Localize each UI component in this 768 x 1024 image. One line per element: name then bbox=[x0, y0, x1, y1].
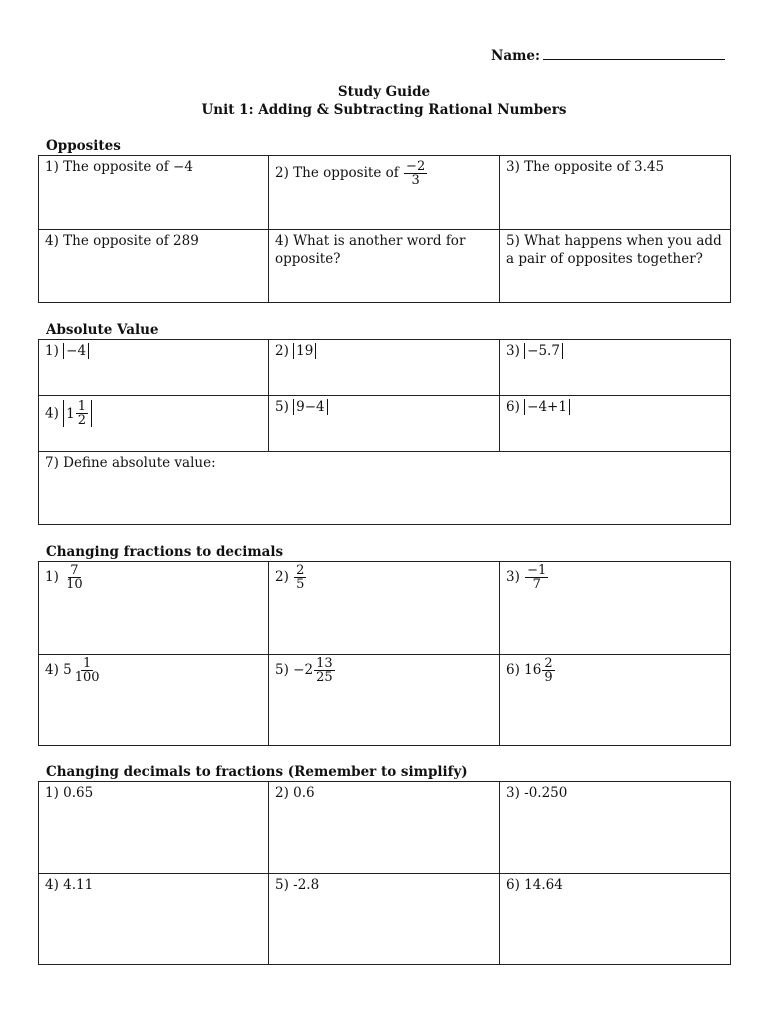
name-blank-line[interactable] bbox=[543, 59, 725, 60]
decimals-to-fractions-q6[interactable]: 6) 14.64 bbox=[500, 874, 731, 965]
fraction: $\frac{2}{5}$ bbox=[296, 563, 305, 592]
fraction: $\frac{7}{10}$ bbox=[66, 563, 83, 592]
fraction: $\frac{13}{25}$ bbox=[316, 656, 333, 685]
fractions-to-decimals-q3[interactable]: 3) $\frac{-1}{7}$ bbox=[500, 562, 731, 655]
absolute-value-q2[interactable]: 2) 19 bbox=[269, 340, 500, 396]
name-field[interactable] bbox=[491, 48, 725, 64]
fractions-to-decimals-table bbox=[38, 561, 731, 746]
opposites-q5[interactable]: 4) What is another word for opposite? bbox=[269, 230, 500, 303]
decimals-to-fractions-q1[interactable]: 1) 0.65 bbox=[39, 782, 269, 874]
opposites-q3[interactable]: 3) The opposite of 3.45 bbox=[500, 156, 731, 230]
absolute-value-q3[interactable]: 3) −5.7 bbox=[500, 340, 731, 396]
decimals-to-fractions-q5[interactable]: 5) -2.8 bbox=[269, 874, 500, 965]
absolute-value-q1[interactable]: 1) −4 bbox=[39, 340, 269, 396]
absolute-value-q5[interactable]: 5) 9−4 bbox=[269, 396, 500, 452]
absolute-value-table bbox=[38, 339, 731, 525]
opposites-q4[interactable]: 4) The opposite of 289 bbox=[39, 230, 269, 303]
fractions-to-decimals-title: Changing fractions to decimals bbox=[46, 544, 284, 560]
fraction: $\frac{1}{100}$ bbox=[74, 656, 100, 685]
fractions-to-decimals-q6[interactable]: 6) 16 $\frac{2}{9}$ bbox=[500, 655, 731, 746]
opposites-title: Opposites bbox=[46, 138, 121, 154]
opposites-table bbox=[38, 155, 731, 303]
absolute-value-bars: 1 $\frac{1}{2}$ bbox=[63, 400, 92, 427]
fraction: $\frac{2}{9}$ bbox=[544, 656, 553, 685]
absolute-value-title: Absolute Value bbox=[46, 322, 159, 338]
fraction: $\frac{-1}{7}$ bbox=[527, 563, 547, 592]
fractions-to-decimals-q2[interactable]: 2) $\frac{2}{5}$ bbox=[269, 562, 500, 655]
decimals-to-fractions-title: Changing decimals to fractions (Remember to simplify) bbox=[46, 764, 468, 780]
fractions-to-decimals-q5[interactable]: 5) −2 $\frac{13}{25}$ bbox=[269, 655, 500, 746]
opposites-q6[interactable]: 5) What happens when you add a pair of opposites together? bbox=[500, 230, 731, 303]
fraction: $\frac{-2}{3}$ bbox=[406, 159, 426, 188]
decimals-to-fractions-q2[interactable]: 2) 0.6 bbox=[269, 782, 500, 874]
absolute-value-q4[interactable]: 4) 1 $\frac{1}{2}$ bbox=[39, 396, 269, 452]
decimals-to-fractions-table bbox=[38, 781, 731, 965]
fraction: $\frac{1}{2}$ bbox=[77, 399, 87, 428]
decimals-to-fractions-q4[interactable]: 4) 4.11 bbox=[39, 874, 269, 965]
page-title: Study Guide bbox=[337, 84, 431, 100]
page-subtitle: Unit 1: Adding & Subtracting Rational Numbers bbox=[201, 102, 567, 118]
opposites-q2[interactable]: 2) The opposite of $\frac{-2}{3}$ bbox=[269, 156, 500, 230]
name-label: Name: bbox=[491, 48, 540, 64]
decimals-to-fractions-q3[interactable]: 3) -0.250 bbox=[500, 782, 731, 874]
opposites-q1-value: −4 bbox=[173, 159, 193, 175]
fractions-to-decimals-q4[interactable]: 4) 5 $\frac{1}{100}$ bbox=[39, 655, 269, 746]
absolute-value-q6[interactable]: 6) −4+1 bbox=[500, 396, 731, 452]
absolute-value-q7[interactable]: 7) Define absolute value: bbox=[39, 452, 731, 525]
opposites-q1[interactable]: 1) The opposite of −4 bbox=[39, 156, 269, 230]
fractions-to-decimals-q1[interactable]: 1) $\frac{7}{10}$ bbox=[39, 562, 269, 655]
